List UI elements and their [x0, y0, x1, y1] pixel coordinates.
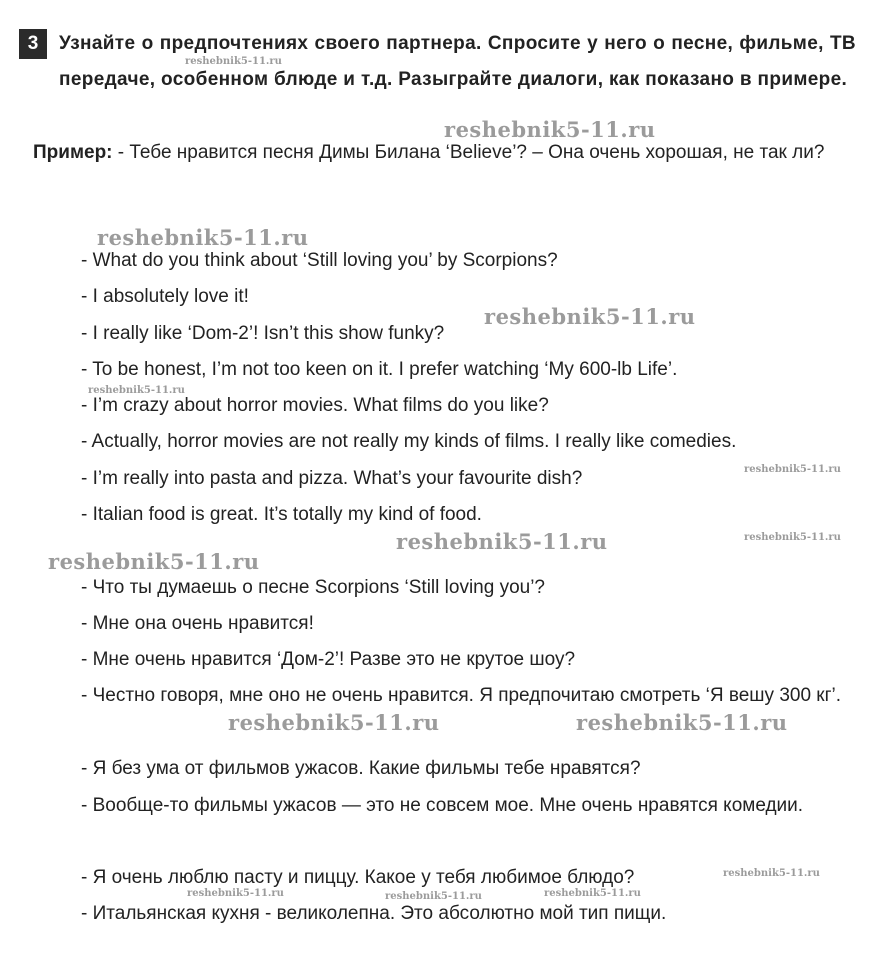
watermark: reshebnik5-11.ru	[744, 532, 841, 543]
watermark: reshebnik5-11.ru	[744, 464, 841, 475]
dialogue-en-line: - I’m crazy about horror movies. What films do you like?	[81, 395, 549, 416]
watermark: reshebnik5-11.ru	[385, 891, 482, 902]
example-paragraph	[33, 136, 856, 170]
dialogue-ru-line: - Честно говоря, мне оно не очень нравится. Я предпочитаю смотреть ‘Я вешу 300 кг’.	[81, 685, 842, 706]
task-number-badge: 3	[19, 29, 47, 59]
dialogue-en-line: - I absolutely love it!	[81, 286, 249, 307]
dialogue-ru-line: - Вообще-то фильмы ужасов — это не совсем мое. Мне очень нравятся комедии.	[81, 795, 804, 816]
example-label: Пример:	[33, 142, 113, 163]
task-instruction: Узнайте о предпочтениях своего партнера. Спросите у него о песне, фильме, ТВ передаче, особенном блюде и т.д. Разыграйте диалоги, как показано в примере.	[59, 33, 856, 90]
watermark: reshebnik5-11.ru	[484, 304, 696, 329]
dialogue-ru-line: - Мне она очень нравится!	[81, 613, 314, 634]
watermark: reshebnik5-11.ru	[723, 868, 820, 879]
dialogue-en-line: - I really like ‘Dom-2’! Isn’t this show funky?	[81, 323, 445, 344]
watermark: reshebnik5-11.ru	[576, 710, 788, 735]
watermark: reshebnik5-11.ru	[48, 549, 260, 574]
watermark: reshebnik5-11.ru	[88, 385, 185, 396]
dialogue-ru-line: - Итальянская кухня - великолепна. Это абсолютно мой тип пищи.	[81, 903, 667, 924]
watermark: reshebnik5-11.ru	[97, 225, 309, 250]
watermark: reshebnik5-11.ru	[544, 888, 641, 899]
dialogue-ru-line: - Мне очень нравится ‘Дом-2’! Разве это не крутое шоу?	[81, 649, 576, 670]
watermark: reshebnik5-11.ru	[187, 888, 284, 899]
dialogue-en-line: - Actually, horror movies are not really my kinds of films. I really like comedies.	[81, 431, 737, 452]
dialogue-ru-line: - Я без ума от фильмов ужасов. Какие фильмы тебе нравятся?	[81, 758, 641, 779]
dialogue-en-line: - What do you think about ‘Still loving you’ by Scorpions?	[81, 250, 558, 271]
dialogue-en-line: - Italian food is great. It’s totally my kind of food.	[81, 504, 482, 525]
dialogue-en-line: - I’m really into pasta and pizza. What’s your favourite dish?	[81, 468, 583, 489]
dialogue-ru-line: - Что ты думаешь о песне Scorpions ‘Still loving you’?	[81, 577, 545, 598]
dialogue-en-line: - To be honest, I’m not too keen on it. I prefer watching ‘My 600-lb Life’.	[81, 359, 678, 380]
watermark: reshebnik5-11.ru	[185, 56, 282, 67]
watermark: reshebnik5-11.ru	[396, 529, 608, 554]
dialogue-ru-line: - Я очень люблю пасту и пиццу. Какое у тебя любимое блюдо?	[81, 867, 635, 888]
watermark: reshebnik5-11.ru	[444, 117, 656, 142]
watermark: reshebnik5-11.ru	[228, 710, 440, 735]
example-text: - Тебе нравится песня Димы Билана ‘Believe’? – Она очень хорошая, не так ли?	[117, 142, 825, 163]
